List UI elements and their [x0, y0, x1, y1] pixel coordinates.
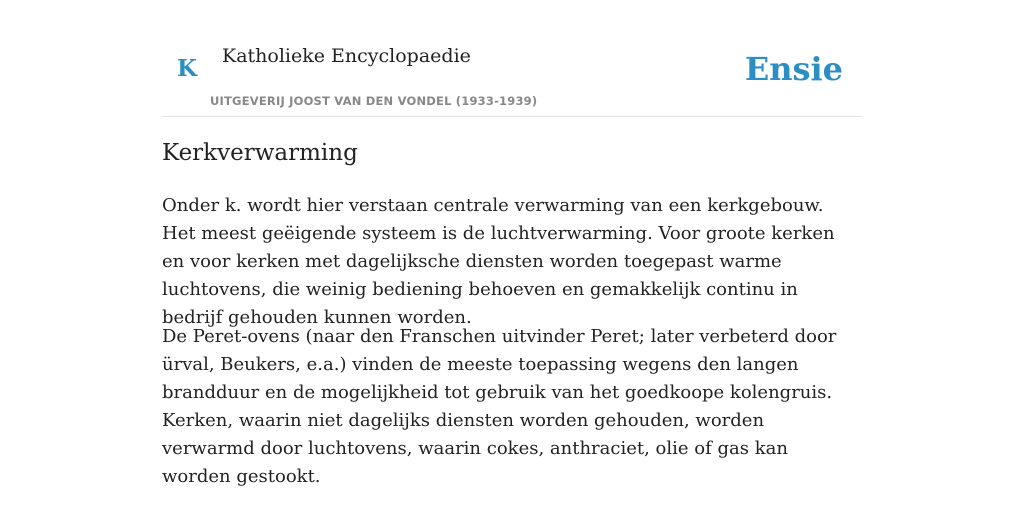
encyclopedia-logo[interactable]: K: [177, 55, 197, 82]
site-title[interactable]: Katholieke Encyclopaedie: [222, 45, 471, 67]
article-paragraph: Onder k. wordt hier verstaan centrale verwarming van een kerkgebouw. Het meest geëigende systeem is de luchtverwarming. Voor groote kerken en voor kerken met dagelijksche diensten worden toegepast warme luchtovens, die weinig bediening behoeven en gemakkelijk continu in bedrijf gehouden kunnen worden.: [162, 195, 835, 328]
header: [162, 0, 862, 117]
article-title: Kerkverwarming: [162, 140, 358, 166]
ensie-brand-link[interactable]: Ensie: [744, 50, 843, 88]
page: [162, 0, 862, 487]
publisher-label: UITGEVERIJ JOOST VAN DEN VONDEL (1933-1939): [210, 94, 538, 108]
article-paragraph: De Peret-ovens (naar den Franschen uitvinder Peret; later verbeterd door ürval, Beukers, e.a.) vinden de meeste toepassing wegens den langen brandduur en de mogelijkheid tot gebruik van het goedkoope kolengruis. Kerken, waarin niet dagelijks diensten worden gehouden, worden verwarmd door luchtovens, waarin cokes, anthraciet, olie of gas kan worden gestookt.: [162, 326, 837, 487]
